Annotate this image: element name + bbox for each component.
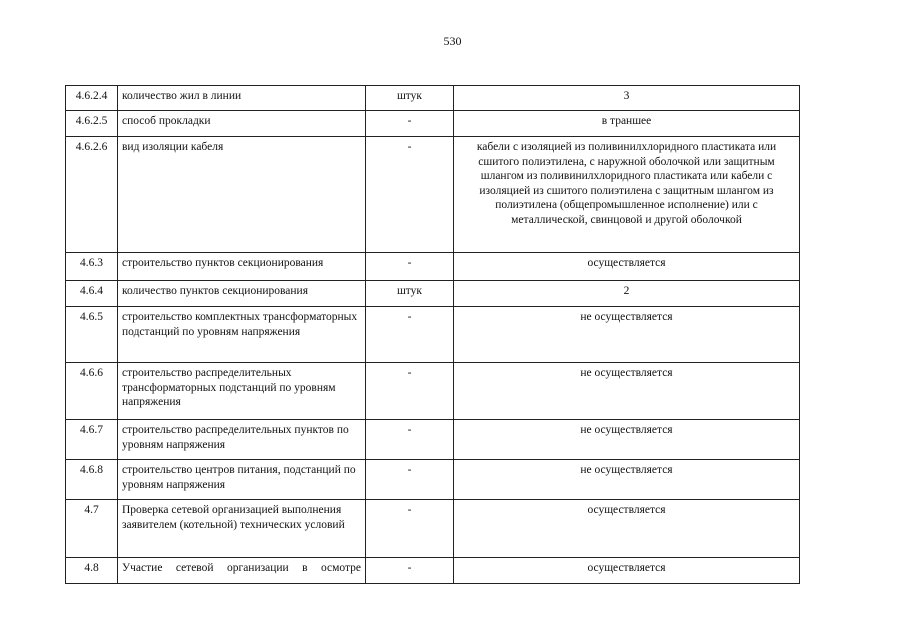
table-row [66, 253, 800, 281]
row-description: количество пунктов секционирования [118, 281, 366, 307]
row-unit: - [366, 500, 454, 558]
row-value: осуществляется [454, 253, 800, 281]
row-unit: штук [366, 86, 454, 111]
row-value: 3 [454, 86, 800, 111]
row-value: 2 [454, 281, 800, 307]
row-value: не осуществляется [454, 363, 800, 420]
row-description: способ прокладки [118, 111, 366, 137]
row-unit: - [366, 460, 454, 500]
row-number: 4.6.8 [66, 460, 118, 500]
row-number: 4.7 [66, 500, 118, 558]
row-description: строительство комплектных трансформаторных подстанций по уровням напряжения [118, 307, 366, 363]
row-unit: - [366, 420, 454, 460]
row-number: 4.8 [66, 558, 118, 584]
row-value: осуществляется [454, 558, 800, 584]
table-row [66, 281, 800, 307]
row-value: кабели с изоляцией из поливинилхлоридного пластиката или сшитого полиэтилена, с наружной оболочкой или защитным шлангом из поливинилхлоридного пластиката или кабели с изоляцией из сшитого полиэтилена с защитным шлангом из полиэтилена (общепромышленное исполнение) или с металлической, свинцовой и другой оболочкой [454, 137, 800, 253]
table-row [66, 307, 800, 363]
table-row [66, 86, 800, 111]
table-row [66, 363, 800, 420]
row-value: в траншее [454, 111, 800, 137]
row-unit: штук [366, 281, 454, 307]
table-row [66, 111, 800, 137]
row-unit: - [366, 137, 454, 253]
row-description: строительство распределительных трансформаторных подстанций по уровням напряжения [118, 363, 366, 420]
row-number: 4.6.4 [66, 281, 118, 307]
row-description: Участие сетевой организации в осмотре [118, 558, 366, 584]
table-row [66, 137, 800, 253]
row-number: 4.6.6 [66, 363, 118, 420]
row-unit: - [366, 558, 454, 584]
table-row [66, 558, 800, 584]
data-table [65, 85, 800, 584]
row-description: строительство центров питания, подстанций по уровням напряжения [118, 460, 366, 500]
table-row [66, 460, 800, 500]
table-row [66, 420, 800, 460]
row-number: 4.6.2.6 [66, 137, 118, 253]
row-unit: - [366, 363, 454, 420]
row-description: Проверка сетевой организацией выполнения заявителем (котельной) технических условий [118, 500, 366, 558]
row-number: 4.6.3 [66, 253, 118, 281]
row-description: вид изоляции кабеля [118, 137, 366, 253]
row-description: строительство распределительных пунктов по уровням напряжения [118, 420, 366, 460]
row-value: не осуществляется [454, 420, 800, 460]
row-description: строительство пунктов секционирования [118, 253, 366, 281]
row-number: 4.6.2.5 [66, 111, 118, 137]
row-value: осуществляется [454, 500, 800, 558]
row-value: не осуществляется [454, 460, 800, 500]
row-unit: - [366, 307, 454, 363]
row-description: количество жил в линии [118, 86, 366, 111]
row-number: 4.6.7 [66, 420, 118, 460]
row-value: не осуществляется [454, 307, 800, 363]
row-unit: - [366, 253, 454, 281]
row-number: 4.6.2.4 [66, 86, 118, 111]
table-row [66, 500, 800, 558]
row-number: 4.6.5 [66, 307, 118, 363]
row-unit: - [366, 111, 454, 137]
page-number: 530 [443, 34, 462, 48]
